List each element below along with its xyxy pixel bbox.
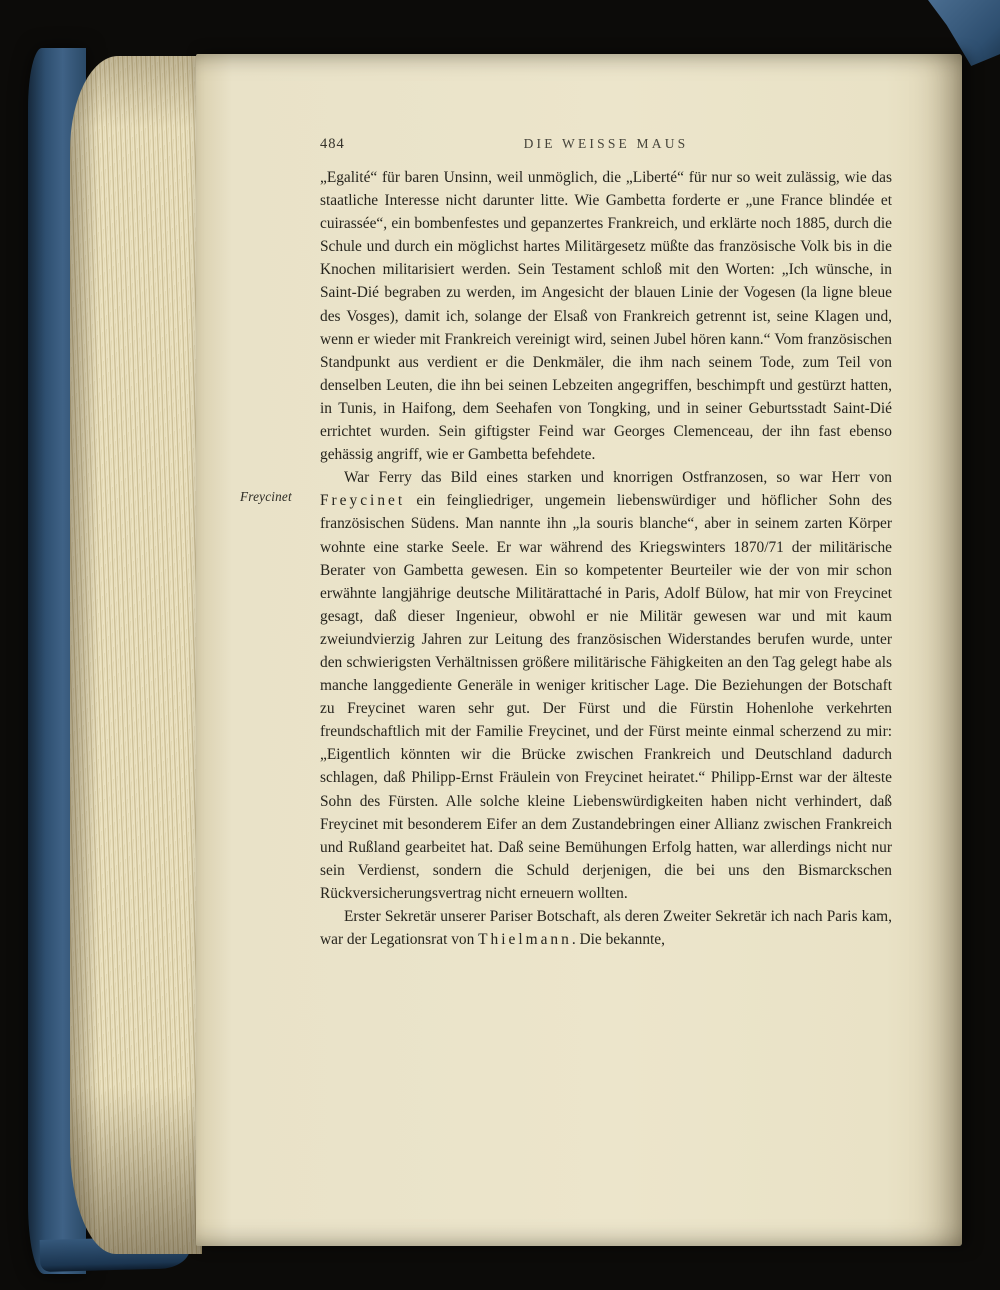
page-edges: [70, 56, 202, 1254]
paragraph: [240, 466, 892, 905]
paragraph-text: Erster Sekretär unserer Pariser Botschaft, als deren Zweiter Sekretär ich nach Paris kam, war der Legationsrat von: [320, 908, 892, 949]
paragraph: [320, 166, 892, 466]
text-block: [240, 166, 892, 951]
emphasized-name: Thielmann: [478, 931, 572, 949]
emphasized-name: Freycinet: [320, 492, 406, 510]
page-header: [320, 136, 892, 156]
page-number: 484: [320, 136, 345, 152]
book-page: [196, 54, 962, 1246]
paragraph-text: War Ferry das Bild eines starken und knorrigen Ostfranzosen, so war Herr von: [344, 469, 892, 487]
running-head: DIE WEISSE MAUS: [523, 136, 689, 151]
paragraph-text: „Egalité“ für baren Unsinn, weil unmöglich, die „Liberté“ für nur so weit zulässig, wie das staatliche Interesse nicht darunter litte. Wie Gambetta forderte er „une France blindée et cuirassée“, ein bombenfestes und gepanzertes Frankreich, und erklärte noch 1885, durch die Schule und durch ein möglichst hartes Militärgesetz müßte das französische Volk bis in die Knochen militarisiert werden. Sein Testament schloß mit den Worten: „Ich wünsche, in Saint-Dié begraben zu werden, im Angesicht der blauen Linie der Vogesen (la ligne bleue des Vosges), damit ich, solange der Elsaß von Frankreich getrennt ist, seine Klagen und, wenn er wieder mit Frankreich vereinigt wird, seinen Jubel hören kann.“ Vom französischen Standpunkt aus verdient er die Denkmäler, die ihm nach seinem Tode, zum Teil von denselben Leuten, die ihn bei seinen Lebzeiten angegriffen, beschimpft und gestürzt hatten, in Tunis, in Haifong, dem Seehafen von Tongking, und in seiner Geburtsstadt Saint-Dié errichtet wurden. Sein giftigster Feind war Georges Clemenceau, der ihn fast ebenso gehässig angriff, wie er Gambetta befehdete.: [320, 169, 892, 464]
margin-note: Freycinet: [240, 489, 292, 505]
paragraph: [320, 905, 892, 951]
paragraph-text: . Die bekannte,: [571, 931, 665, 949]
paragraph-text: ein feingliedriger, ungemein liebenswürdiger und höflicher Sohn des französischen Südens. Man nannte ihn „la souris blanche“, aber in seinem zarten Körper wohnte eine starke Seele. Er war während des Kriegswinters 1870/71 der militärische Berater von Gambetta gewesen. Ein so kompetenter Beurteiler wie der von mir schon erwähnte langjährige deutsche Militärattaché in Paris, Adolf Bülow, hat mir von Freycinet gesagt, daß dieser Ingenieur, obwohl er nie Militär gewesen war und mit kaum zweiundvierzig Jahren zur Leitung des französischen Widerstandes berufen wurde, unter den schwierigsten Verhältnissen größere militärische Fähigkeiten an den Tag gelegt habe als manche langgediente Generäle in weniger kritischer Lage. Die Beziehungen der Botschaft zu Freycinet waren sehr gut. Der Fürst und die Fürstin Hohenlohe verkehrten freundschaftlich mit der Familie Freycinet, und der Fürst meinte einmal scherzend zu mir: „Eigentlich könnten wir die Brücke zwischen Frankreich und Deutschland dadurch schlagen, daß Philipp-Ernst Fräulein von Freycinet heiratet.“ Philipp-Ernst war der älteste Sohn des Fürsten. Alle solche kleine Liebenswürdigkeiten haben nicht verhindert, daß Freycinet mit besonderem Eifer an dem Zustandebringen einer Allianz zwischen Frankreich und Rußland gearbeitet hat. Daß seine Bemühungen Erfolg hatten, war allerdings nicht nur sein Verdienst, sondern die Schuld derjenigen, die bei uns den Bismarckschen Rückversicherungsvertrag nicht erneuern wollten.: [320, 492, 892, 902]
